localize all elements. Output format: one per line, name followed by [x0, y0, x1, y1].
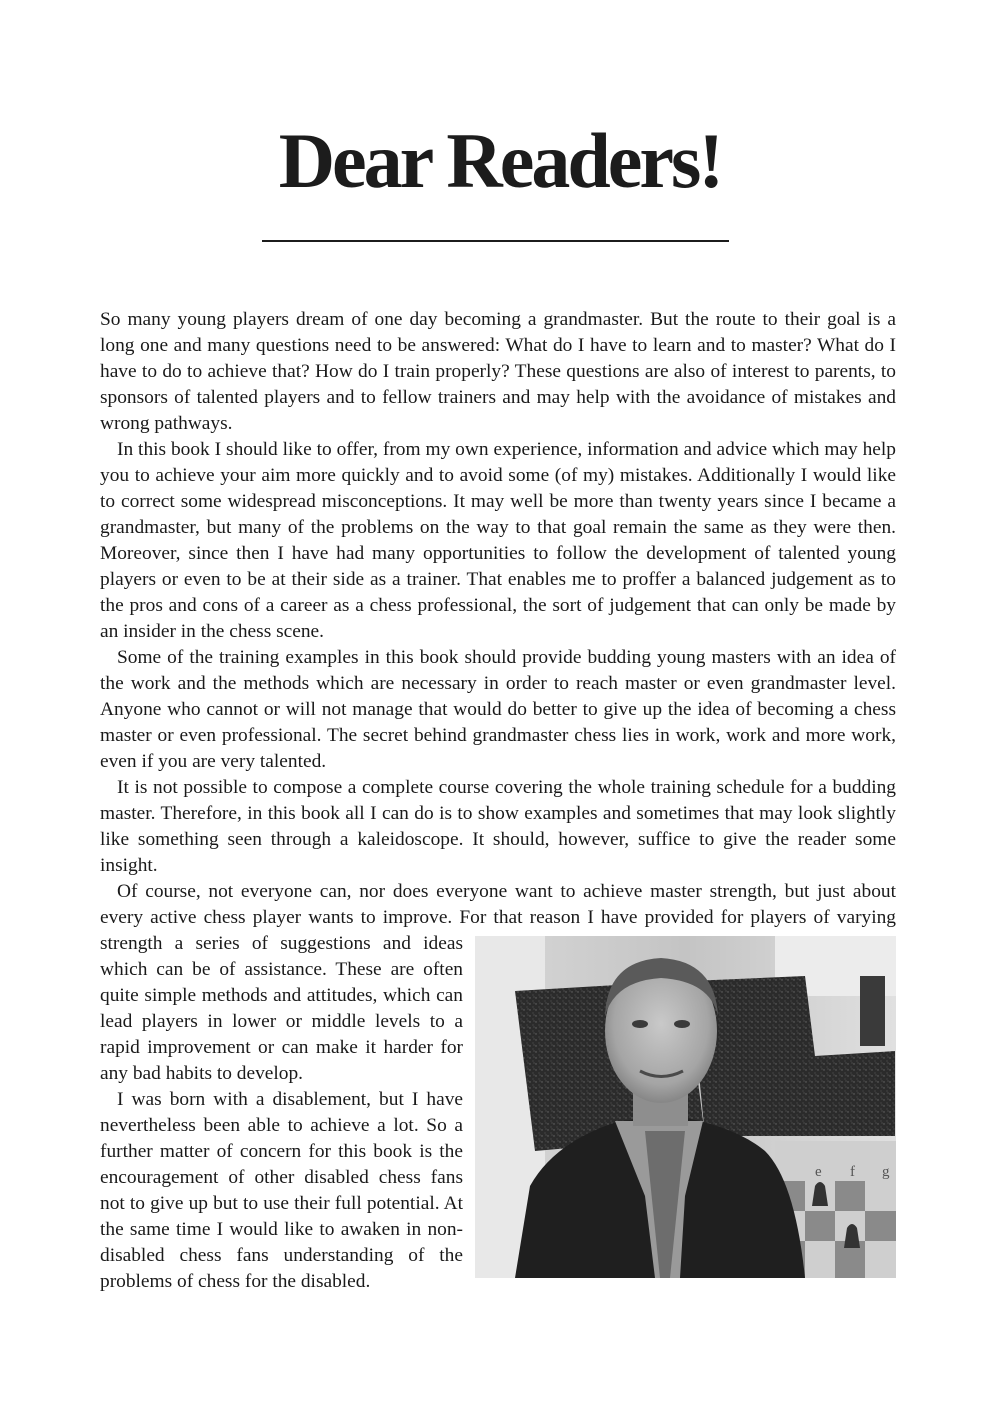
body-text — [100, 307, 896, 1295]
paragraph: strength a series of suggestions and ideas which can be of assistance. These are often quite simple methods and attitudes, which can lead players in lower or middle levels to a rapid improvement or can make it harder for any bad habits to develop. — [100, 933, 463, 1084]
page-title: Dear Readers! — [278, 117, 722, 204]
author-photo — [475, 936, 896, 1278]
board-file-label: f — [850, 1164, 855, 1180]
board-file-label: g — [882, 1164, 890, 1180]
paragraph: Some of the training examples in this book should provide budding young masters with an idea of the work and the methods which are necessary in order to reach master or even grandmaster level. Anyone who cannot or will not manage that would do better to give up the idea of becoming a chess master or even professional. The secret behind grandmaster chess lies in work, work and more work, even if you are very talented. — [100, 647, 896, 772]
paragraph: So many young players dream of one day becoming a grandmaster. But the route to their goal is a long one and many questions need to be answered: What do I have to learn and to master? What do I have to do to achieve that? How do I train properly? These questions are also of interest to parents, to sponsors of talented players and to fellow trainers and may help with the avoidance of mistakes and wrong pathways. — [100, 309, 896, 434]
board-file-label: e — [815, 1164, 822, 1180]
paragraph: Of course, not everyone can, nor does everyone want to achieve master strength, but just about every active chess player wants to improve. For that reason I have provided for players of varying — [100, 881, 896, 928]
paragraph: I was born with a disablement, but I have nevertheless been able to achieve a lot. So a further matter of concern for this book is the encouragement of other disabled chess fans not to give up but to use their full potential. At the same time I would like to awaken in non-disabled chess fans understanding of the problems of chess for the disabled. — [100, 1089, 463, 1292]
paragraph: It is not possible to compose a complete course covering the whole training schedule for a budding master. Therefore, in this book all I can do is to show examples and sometimes that may look slightly like something seen through a kaleidoscope. It should, however, suffice to give the reader some insight. — [100, 777, 896, 876]
paragraph: In this book I should like to offer, from my own experience, information and advice which may help you to achieve your aim more quickly and to avoid some (of my) mistakes. Additionally I would like to correct some widespread misconceptions. It may well be more than twenty years since I became a grandmaster, but many of the problems on the way to that goal remain the same as they were then. Moreover, since then I have had many opportunities to follow the development of talented young players or even to be at their side as a trainer. That enables me to proffer a balanced judgement as to the pros and cons of a career as a chess professional, the sort of judgement that can only be made by an insider in the chess scene. — [100, 439, 896, 642]
title-underline — [262, 240, 729, 242]
